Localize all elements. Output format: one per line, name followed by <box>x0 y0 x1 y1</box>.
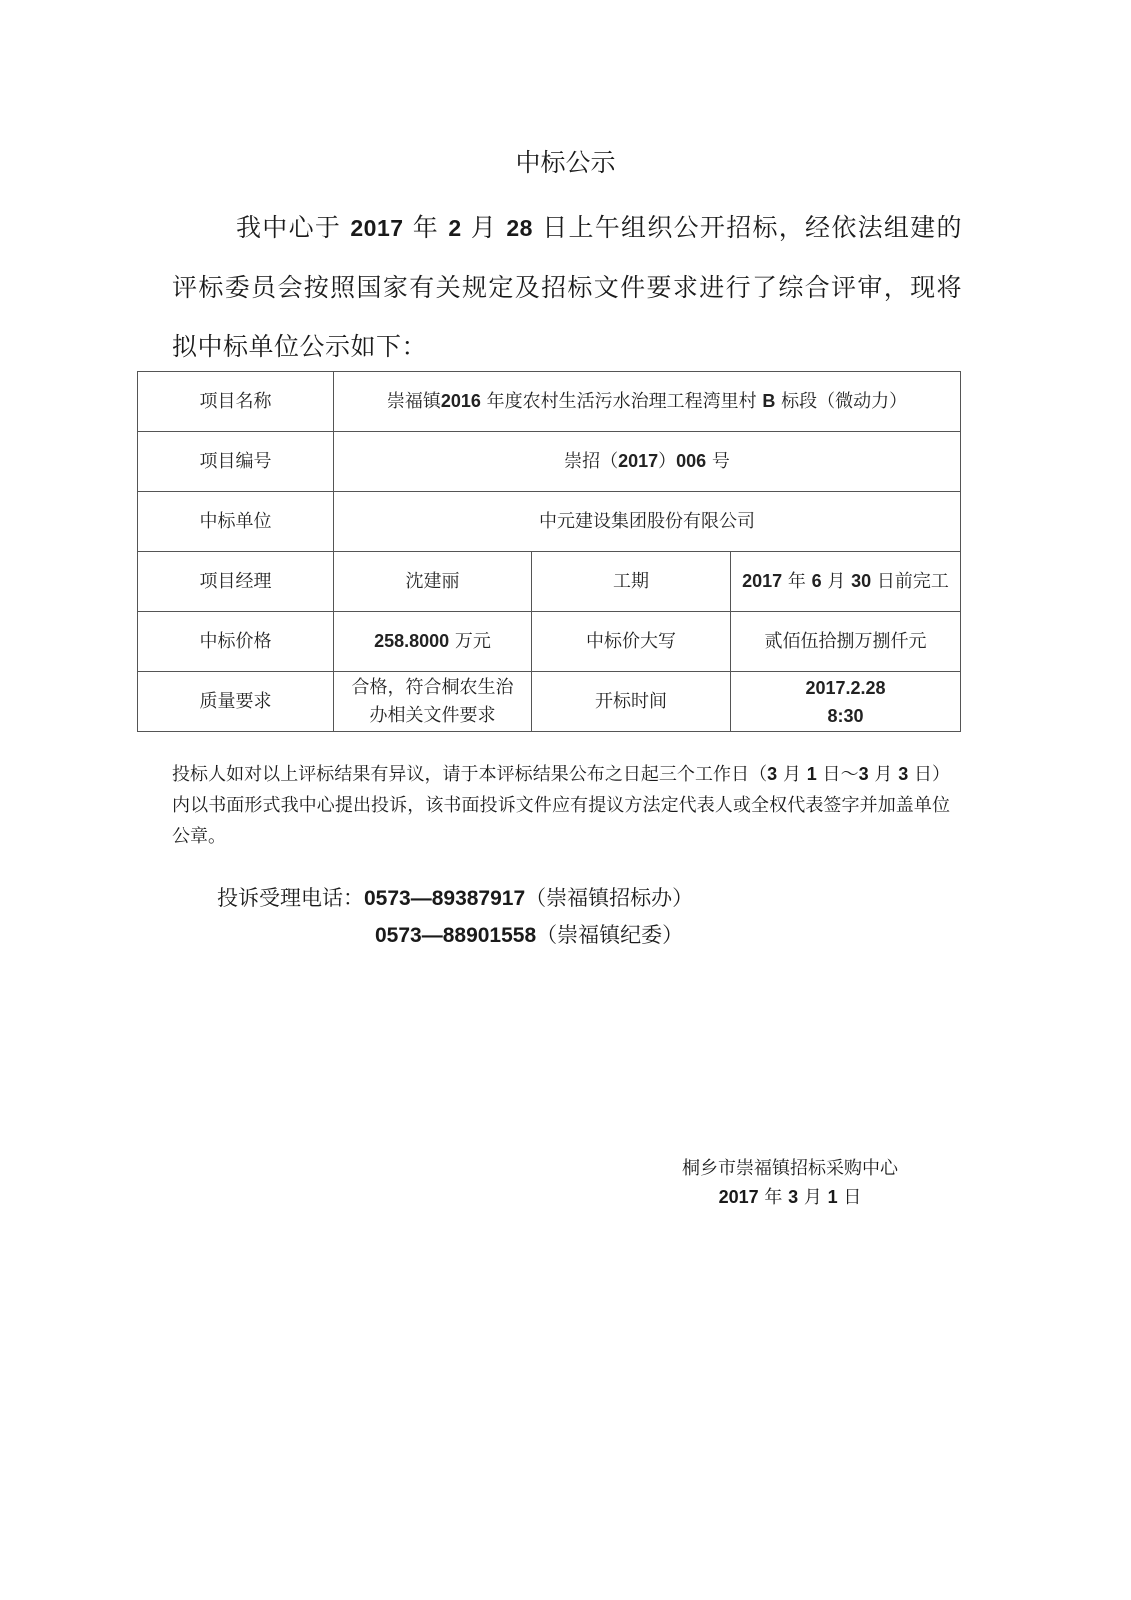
winner-label: 中标单位 <box>138 492 334 552</box>
page-title: 中标公示 <box>515 148 616 177</box>
project-name-value <box>334 372 961 432</box>
table-row <box>138 552 961 612</box>
notice-text: 月 <box>874 764 893 785</box>
period-part: 年 <box>787 571 806 592</box>
project-no-part: 号 <box>711 451 730 472</box>
period-month: 6 <box>811 571 822 591</box>
open-time-label: 开标时间 <box>532 672 731 732</box>
period-part: 月 <box>827 571 846 592</box>
phone-number: 0573—88901558 <box>375 924 537 947</box>
signature-month: 3 <box>788 1187 799 1207</box>
notice-number: 1 <box>806 764 817 784</box>
project-name-part: 年度农村生活污水治理工程湾里村 <box>486 391 757 412</box>
manager-value: 沈建丽 <box>334 552 532 612</box>
phone-owner: （崇福镇纪委） <box>536 923 684 947</box>
complaint-label: 投诉受理电话： <box>217 886 364 910</box>
project-name-section: B <box>762 391 776 411</box>
period-day: 30 <box>851 571 872 591</box>
table-row <box>138 432 961 492</box>
quality-value <box>334 672 532 732</box>
phone-owner: （崇福镇招标办） <box>525 886 694 910</box>
price-number: 258.8000 <box>374 631 450 651</box>
project-name-label: 项目名称 <box>138 372 334 432</box>
intro-year: 2017 <box>350 215 404 241</box>
complaint-phone-2 <box>375 920 683 951</box>
project-no-label: 项目编号 <box>138 432 334 492</box>
project-no-number: 006 <box>676 451 707 471</box>
open-time: 8:30 <box>827 705 864 726</box>
intro-day: 28 <box>506 215 533 241</box>
project-no-part: ） <box>658 451 677 472</box>
quality-line-1: 合格，符合桐农生治 <box>351 676 514 698</box>
price-upper-value: 贰佰伍拾捌万捌仟元 <box>731 612 961 672</box>
period-part: 日前完工 <box>876 571 949 592</box>
signature-org: 桐乡市崇福镇招标采购中心 <box>682 1158 898 1179</box>
period-value <box>731 552 961 612</box>
table-row <box>138 492 961 552</box>
project-no-year: 2017 <box>618 451 659 471</box>
quality-label: 质量要求 <box>138 672 334 732</box>
project-name-part: 标段（微动力） <box>781 391 908 412</box>
winner-value: 中元建设集团股份有限公司 <box>334 492 961 552</box>
notice-text: 日～ <box>822 764 859 785</box>
quality-line-2: 办相关文件要求 <box>369 704 496 726</box>
notice-number: 3 <box>898 764 909 784</box>
signature-day: 1 <box>827 1187 838 1207</box>
signature-text: 月 <box>803 1187 822 1208</box>
price-label: 中标价格 <box>138 612 334 672</box>
price-value <box>334 612 532 672</box>
project-no-value <box>334 432 961 492</box>
objection-notice <box>172 759 950 852</box>
notice-text: 投标人如对以上评标结果有异议，请于本评标结果公布之日起三个工作日（ <box>172 764 768 785</box>
phone-number: 0573—89387917 <box>364 887 526 910</box>
notice-number: 3 <box>858 764 869 784</box>
manager-label: 项目经理 <box>138 552 334 612</box>
price-unit: 万元 <box>454 631 491 652</box>
signature-year: 2017 <box>718 1187 759 1207</box>
notice-text: 月 <box>782 764 801 785</box>
intro-text-1: 我中心于 <box>236 213 342 242</box>
table-row <box>138 372 961 432</box>
intro-text-3: 月 <box>470 213 498 242</box>
intro-month: 2 <box>448 215 462 241</box>
signature-text: 日 <box>843 1187 862 1208</box>
intro-text-2: 年 <box>412 213 440 242</box>
project-no-part: 崇招（ <box>564 451 619 472</box>
open-time-value <box>731 672 961 732</box>
price-upper-label: 中标价大写 <box>532 612 731 672</box>
bid-info-table <box>137 371 961 732</box>
table-row <box>138 612 961 672</box>
intro-text-4: 日上午组织公开招标，经依法组建的评标委员会按照国家有关规定及招标文件要求进行了综合评审，现将拟中标单位公示如下： <box>172 213 962 361</box>
signature-text: 年 <box>764 1187 783 1208</box>
table-row <box>138 672 961 732</box>
project-name-year: 2016 <box>440 391 481 411</box>
complaint-phone-1 <box>217 883 693 914</box>
period-year: 2017 <box>742 571 783 591</box>
signature-date <box>665 1183 915 1212</box>
project-name-part: 崇福镇 <box>386 391 441 412</box>
intro-paragraph <box>172 198 962 376</box>
open-date: 2017.2.28 <box>805 677 886 698</box>
notice-text: 日）内以书面形式我中心提出投诉，该书面投诉文件应有提议方法定代表人或全权代表签字并加盖单位公章。 <box>172 764 951 847</box>
period-label: 工期 <box>532 552 731 612</box>
notice-number: 3 <box>767 764 778 784</box>
